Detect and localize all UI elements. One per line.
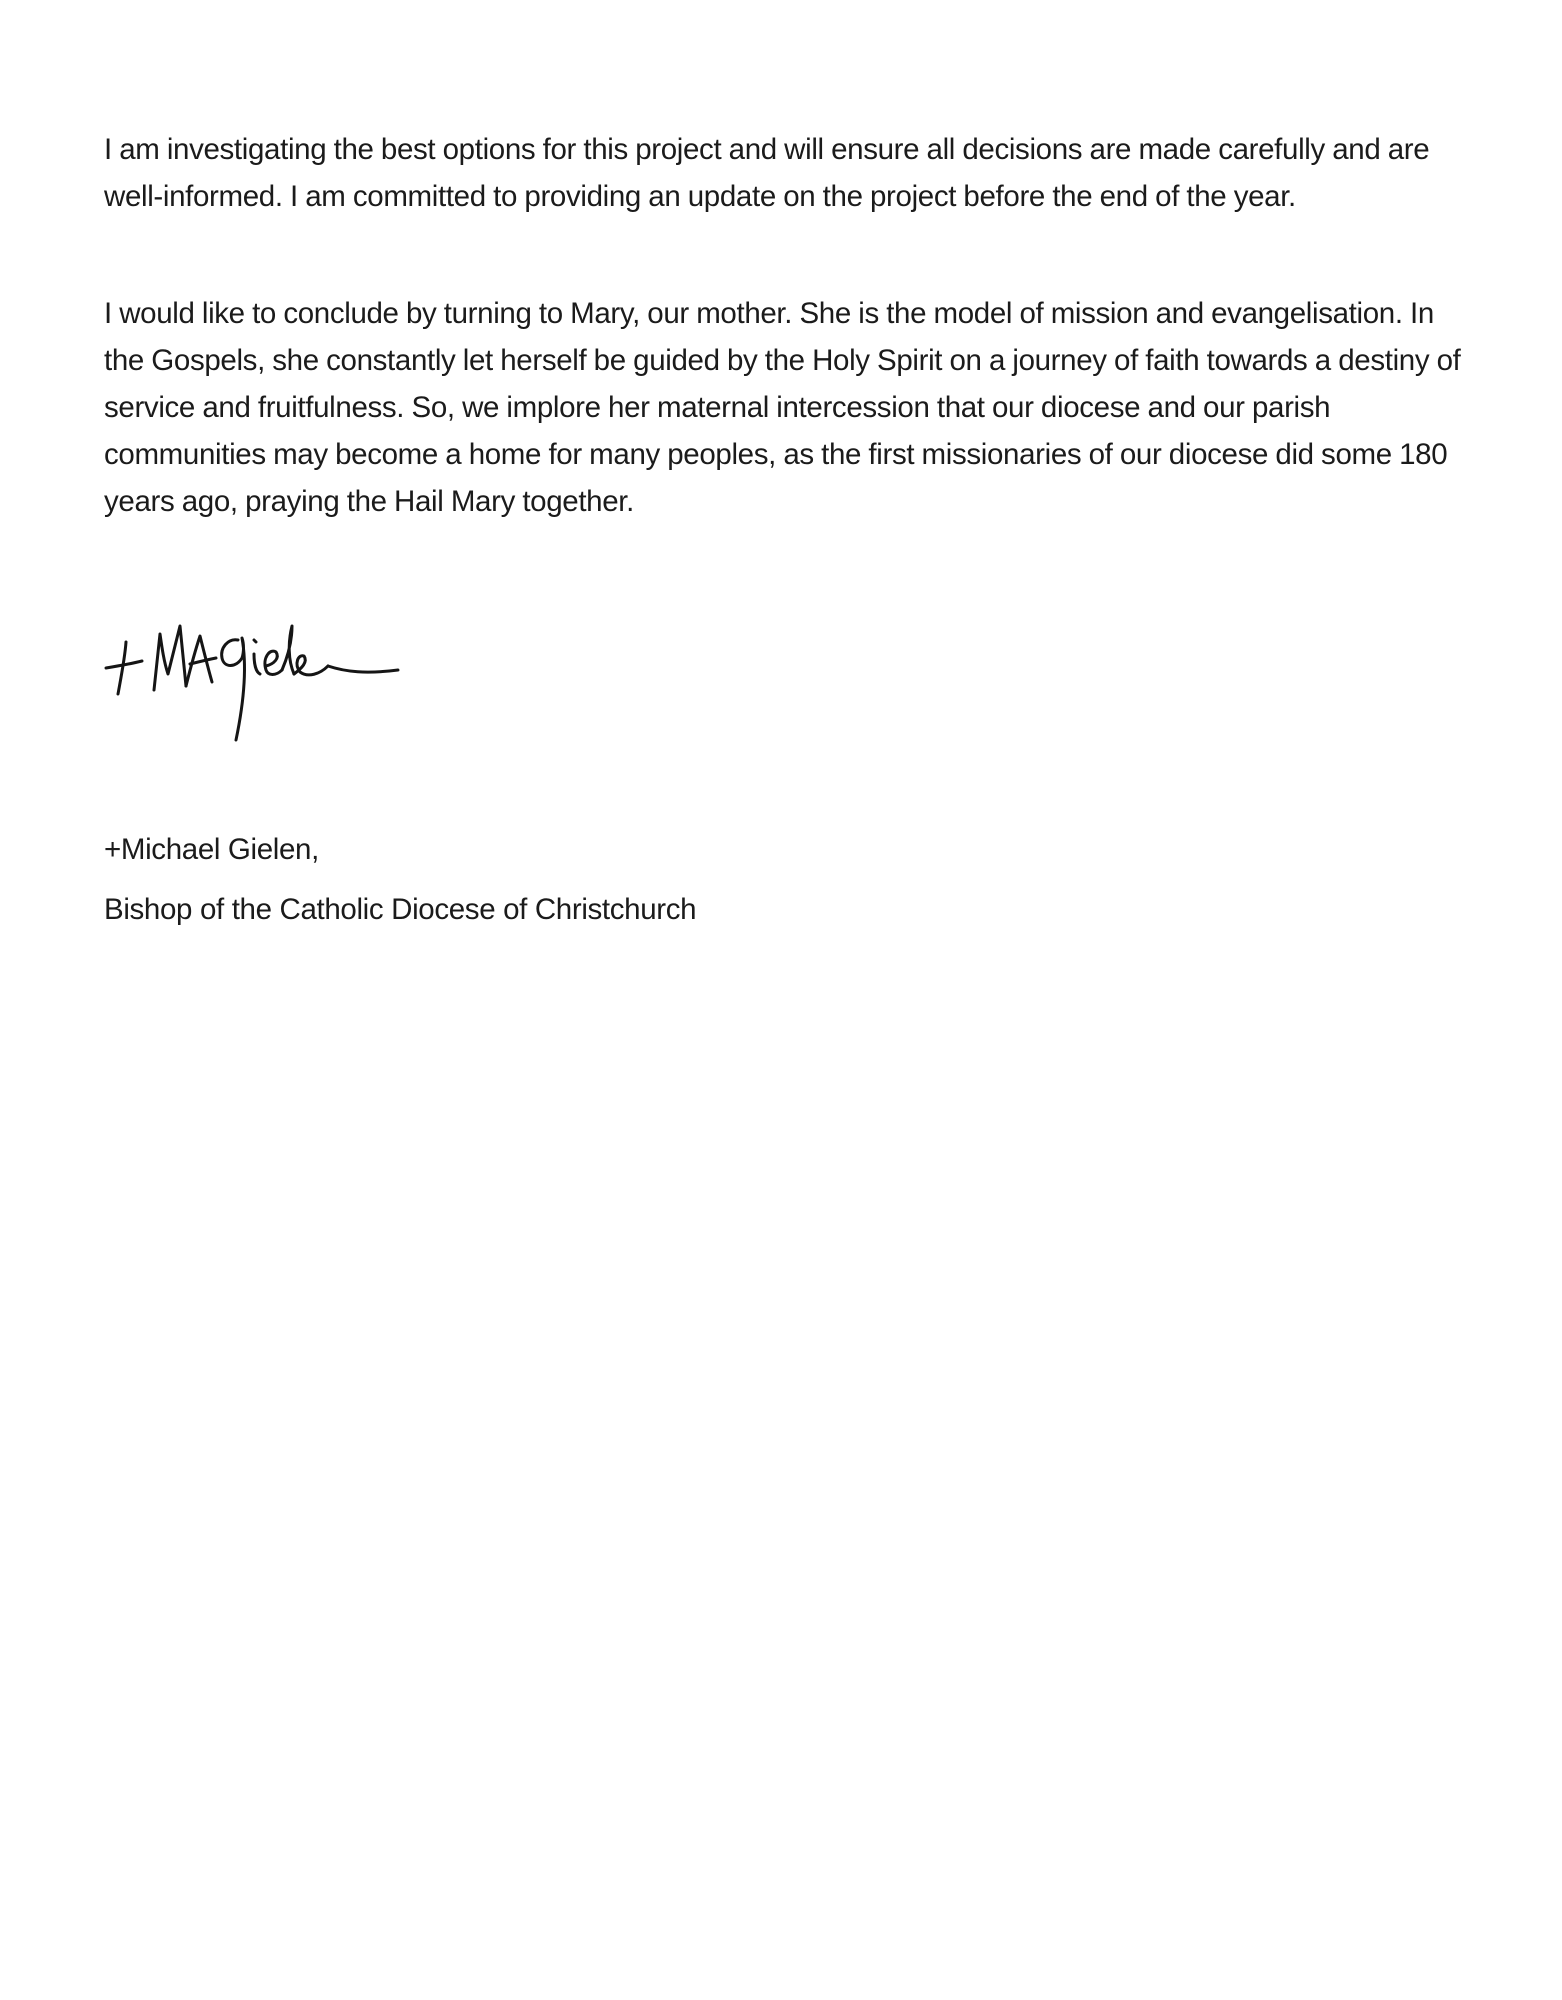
paragraph-update-commitment: I am investigating the best options for this project and will ensure all decisions are made carefully and are well-informed. I am committed to providing an update on the project before the end of the year. [104,133,1430,213]
signatory-title: Bishop of the Catholic Diocese of Christchurch [104,893,697,926]
paragraph-conclusion-mary: I would like to conclude by turning to Mary, our mother. She is the model of mission and evangelisation. In the Gospels, she constantly let herself be guided by the Holy Spirit on a journey of faith towards a destiny of service and fruitfulness. So, we implore her maternal intercession that our diocese and our parish communities may become a home for many peoples, as the first missionaries of our diocese did some 180 years ago, praying the Hail Mary together. [104,297,1461,518]
signatory-name: +Michael Gielen, [104,833,319,866]
handwritten-signature-icon [96,612,426,748]
